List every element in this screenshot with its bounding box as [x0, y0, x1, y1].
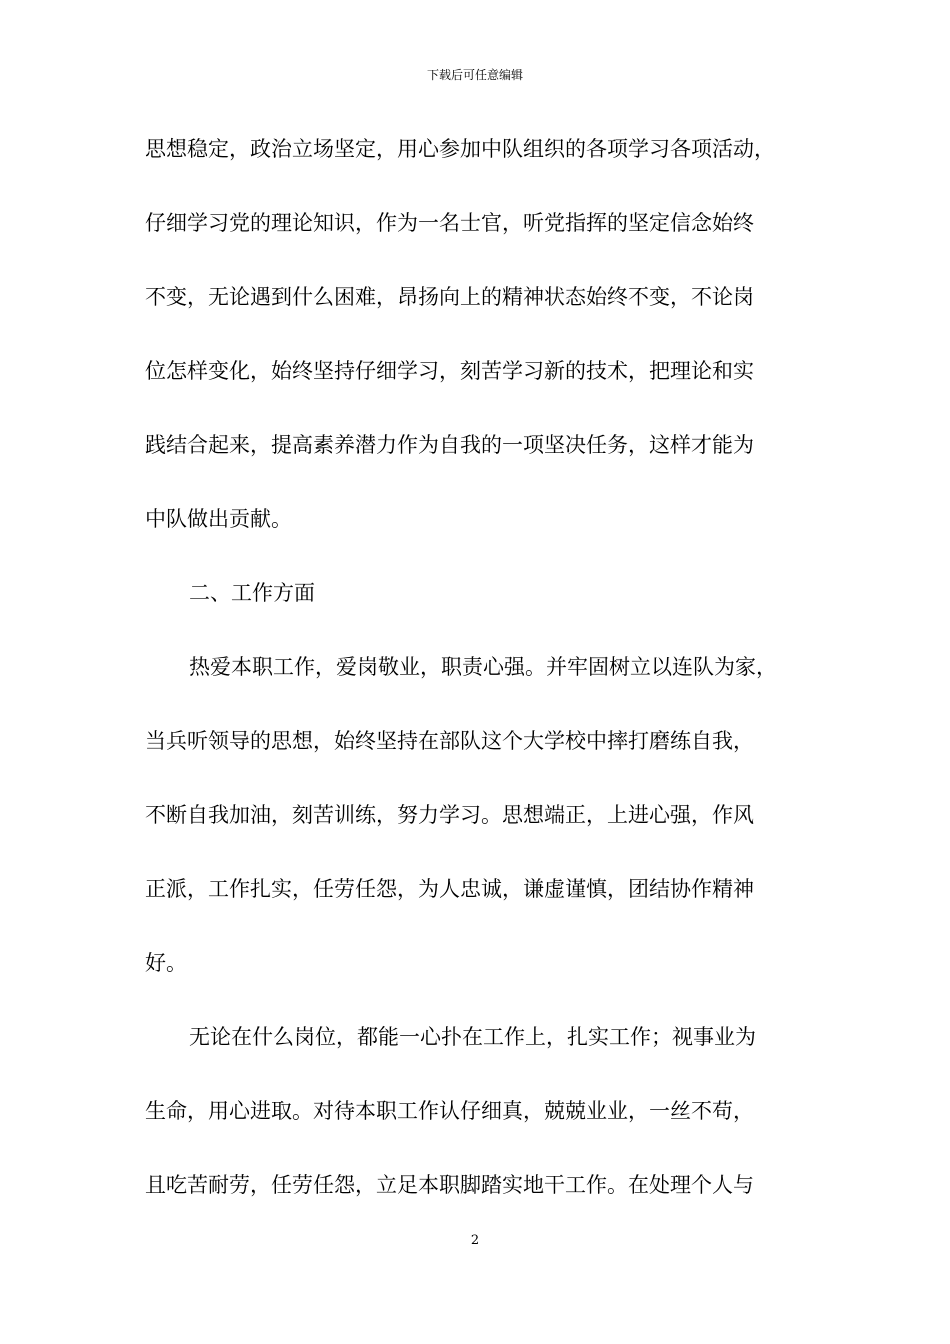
- text-line: 生命，用心进取。对待本职工作认仔细真，兢兢业业，一丝不苟，: [145, 1099, 754, 1123]
- text-line: 好。: [145, 951, 187, 975]
- document-body: [145, 131, 845, 1241]
- text-line: 当兵听领导的思想，始终坚持在部队这个大学校中摔打磨练自我，: [145, 729, 754, 753]
- page-header: 下载后可任意编辑: [426, 68, 523, 82]
- text-line: 不变，无论遇到什么困难，昂扬向上的精神状态始终不变，不论岗: [145, 285, 754, 309]
- text-line: 仔细学习党的理论知识，作为一名士官，听党指挥的坚定信念始终: [145, 211, 754, 235]
- text-line: 中队做出贡献。: [145, 507, 292, 531]
- text-line: 正派，工作扎实，任劳任怨，为人忠诚，谦虚谨慎，团结协作精神: [145, 877, 754, 901]
- text-line: 热爱本职工作，爱岗敬业，职责心强。并牢固树立以连队为家，: [189, 655, 777, 679]
- text-line: 位怎样变化，始终坚持仔细学习，刻苦学习新的技术，把理论和实: [145, 359, 754, 383]
- text-line: 践结合起来，提高素养潜力作为自我的一项坚决任务，这样才能为: [145, 433, 754, 457]
- page-number: 2: [470, 1233, 480, 1248]
- text-line: 且吃苦耐劳，任劳任怨，立足本职脚踏实地干工作。在处理个人与: [145, 1173, 754, 1197]
- text-line: 无论在什么岗位，都能一心扑在工作上，扎实工作；视事业为: [189, 1025, 756, 1049]
- section-heading: 二、工作方面: [189, 581, 315, 605]
- text-line: 思想稳定，政治立场坚定，用心参加中队组织的各项学习各项活动，: [145, 137, 775, 161]
- text-line: 不断自我加油，刻苦训练，努力学习。思想端正，上进心强，作风: [145, 803, 754, 827]
